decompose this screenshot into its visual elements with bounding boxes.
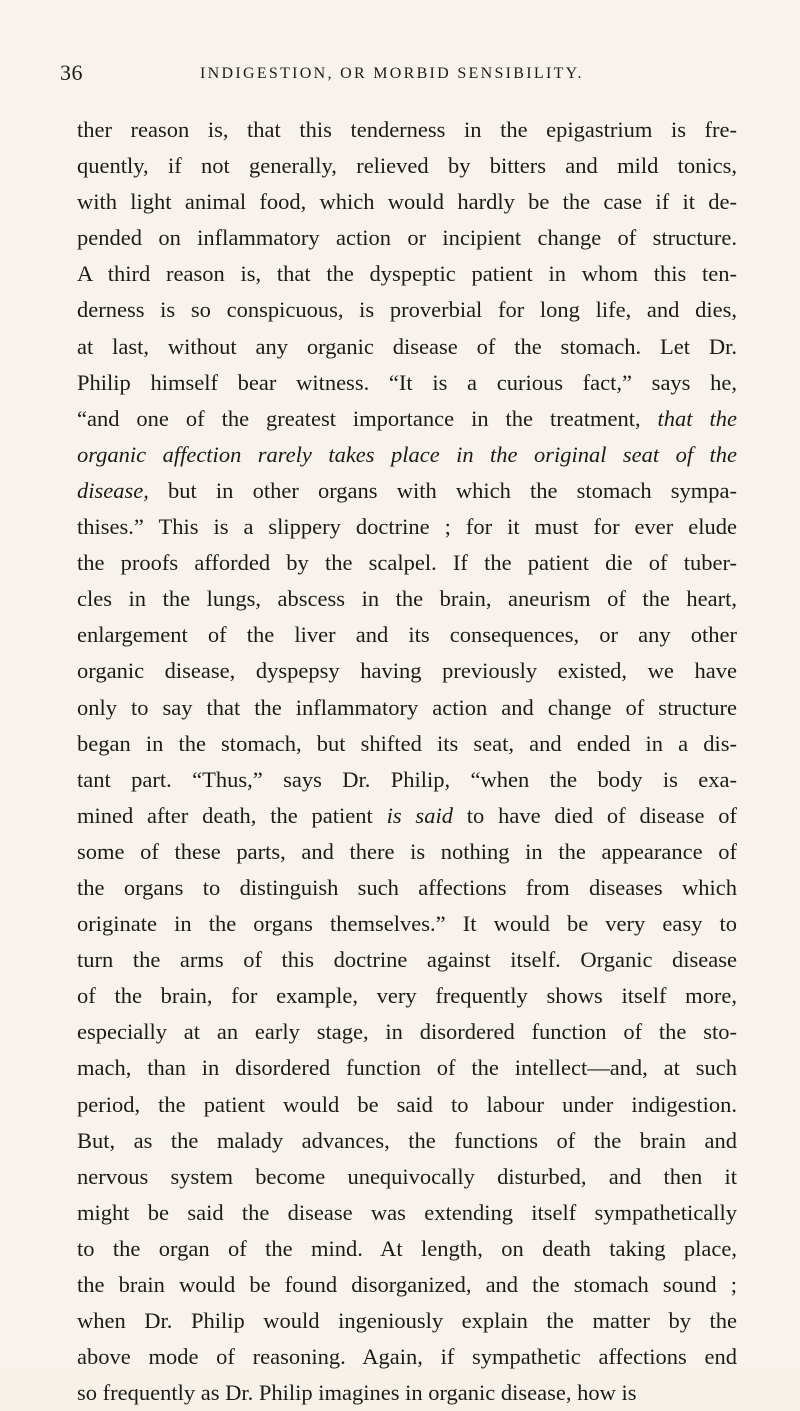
text-line: [77, 1375, 737, 1411]
text-line: [77, 256, 737, 292]
text-line: [77, 617, 737, 653]
text-segment: mined after death, the patient: [77, 802, 387, 828]
text-segment: turn the arms of this doctrine against itself. Organic disease: [77, 947, 737, 973]
text-segment: only to say that the inflammatory action and change of structure: [77, 694, 737, 720]
text-line: [77, 653, 737, 689]
text-line: [77, 1014, 737, 1050]
text-line: [77, 1303, 737, 1339]
text-segment: above mode of reasoning. Again, if sympathetic affections end: [77, 1344, 737, 1370]
text-segment: pended on inflammatory action or incipient change of structure.: [77, 225, 737, 251]
text-line: [77, 906, 737, 942]
text-line: [77, 834, 737, 870]
text-line: [77, 545, 737, 581]
italic-text: is said: [386, 802, 453, 828]
page-number: 36: [60, 60, 83, 85]
text-segment: mach, than in disordered function of the intellect—and, at such: [77, 1055, 737, 1081]
text-line: [77, 112, 737, 148]
italic-text: disease,: [77, 477, 149, 503]
text-line: [77, 1231, 737, 1267]
text-line: [77, 581, 737, 617]
running-head-title: INDIGESTION, OR MORBID SENSIBILITY.: [200, 65, 584, 82]
text-segment: nervous system become unequivocally disturbed, and then it: [77, 1163, 737, 1189]
text-line: [77, 1195, 737, 1231]
text-segment: began in the stomach, but shifted its seat, and ended in a dis-: [77, 730, 737, 756]
italic-text: organic affection rarely takes place in the original seat of the: [77, 441, 737, 467]
text-line: [77, 401, 737, 437]
italic-text: that the: [657, 405, 737, 431]
text-segment: the proofs afforded by the scalpel. If the patient die of tuber-: [77, 550, 737, 576]
text-segment: but in other organs with which the stomach sympa-: [148, 477, 737, 503]
text-segment: some of these parts, and there is nothing in the appearance of: [77, 838, 737, 864]
text-line: [77, 1267, 737, 1303]
body-text: [77, 112, 737, 1411]
text-segment: enlargement of the liver and its consequences, or any other: [77, 622, 737, 648]
text-segment: so frequently as Dr. Philip imagines in organic disease, how is: [77, 1380, 637, 1406]
text-line: [77, 1087, 737, 1123]
text-line: [77, 148, 737, 184]
text-segment: of the brain, for example, very frequently shows itself more,: [77, 983, 737, 1009]
text-line: [77, 690, 737, 726]
text-segment: cles in the lungs, abscess in the brain, aneurism of the heart,: [77, 586, 737, 612]
text-segment: the organs to distinguish such affections from diseases which: [77, 874, 737, 900]
text-line: [77, 762, 737, 798]
text-line: [77, 292, 737, 328]
text-line: [77, 1123, 737, 1159]
text-line: [77, 1339, 737, 1375]
text-segment: Philip himself bear witness. “It is a curious fact,” says he,: [77, 369, 737, 395]
running-head: [60, 58, 740, 88]
text-line: [77, 220, 737, 256]
text-segment: the brain would be found disorganized, and the stomach sound ;: [77, 1272, 737, 1297]
text-segment: organic disease, dyspepsy having previously existed, we have: [77, 658, 737, 684]
text-segment: But, as the malady advances, the functions of the brain and: [77, 1127, 737, 1153]
text-segment: to have died of disease of: [452, 802, 738, 828]
text-line: [77, 978, 737, 1014]
text-line: [77, 870, 737, 906]
text-line: [77, 437, 737, 473]
text-line: [77, 329, 737, 365]
text-segment: especially at an early stage, in disordered function of the sto-: [77, 1019, 737, 1045]
text-segment: when Dr. Philip would ingeniously explain the matter by the: [77, 1308, 737, 1334]
text-segment: tant part. “Thus,” says Dr. Philip, “when the body is exa-: [77, 766, 737, 792]
text-segment: “and one of the greatest importance in the treatment,: [77, 405, 658, 431]
text-line: [77, 726, 737, 762]
text-line: [77, 365, 737, 401]
text-segment: might be said the disease was extending itself sympathetically: [77, 1199, 737, 1225]
text-segment: originate in the organs themselves.” It would be very easy to: [77, 911, 737, 937]
text-line: [77, 509, 737, 545]
text-segment: period, the patient would be said to labour under indigestion.: [77, 1091, 737, 1117]
text-line: [77, 798, 737, 834]
text-segment: quently, if not generally, relieved by bitters and mild tonics,: [77, 153, 737, 179]
text-segment: A third reason is, that the dyspeptic patient in whom this ten-: [77, 261, 737, 287]
text-line: [77, 1050, 737, 1086]
text-segment: to the organ of the mind. At length, on death taking place,: [77, 1235, 737, 1261]
text-line: [77, 942, 737, 978]
text-segment: at last, without any organic disease of the stomach. Let Dr.: [77, 333, 737, 359]
text-segment: thises.” This is a slippery doctrine ; for it must for ever elude: [77, 514, 737, 540]
text-line: [77, 473, 737, 509]
text-segment: with light animal food, which would hardly be the case if it de-: [77, 189, 737, 215]
text-line: [77, 1159, 737, 1195]
text-segment: ther reason is, that this tenderness in the epigastrium is fre-: [77, 117, 737, 142]
text-segment: derness is so conspicuous, is proverbial for long life, and dies,: [77, 297, 737, 323]
text-line: [77, 184, 737, 220]
